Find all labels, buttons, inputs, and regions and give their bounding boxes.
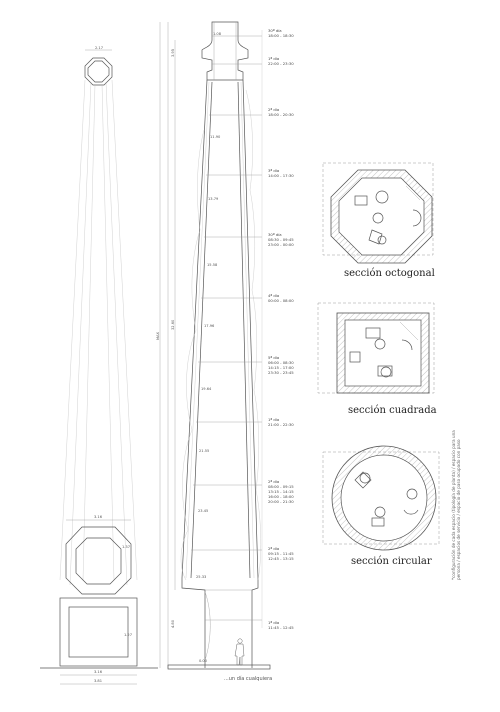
svg-text:08:30 - 09:45: 08:30 - 09:45 xyxy=(268,237,294,242)
tower-base-slab xyxy=(168,665,270,669)
svg-text:2ª día: 2ª día xyxy=(268,107,280,112)
svg-text:19.64: 19.64 xyxy=(201,387,212,391)
time-label xyxy=(268,56,294,66)
caption-octogonal: sección octogonal xyxy=(344,268,435,279)
svg-text:22:00 - 23:30: 22:00 - 23:30 xyxy=(268,61,294,66)
caption-circular: sección circular xyxy=(351,556,432,567)
svg-text:1ª día: 1ª día xyxy=(268,417,280,422)
time-label xyxy=(268,417,294,427)
time-label xyxy=(268,293,294,303)
svg-text:3ª día: 3ª día xyxy=(268,168,280,173)
svg-text:14:15 - 17:00: 14:15 - 17:00 xyxy=(268,365,294,370)
person-figure xyxy=(235,639,244,665)
svg-text:20:00 - 21:30: 20:00 - 21:30 xyxy=(268,499,294,504)
svg-text:2.17: 2.17 xyxy=(95,46,104,50)
top-octagon-inner xyxy=(88,61,109,82)
svg-text:0.00: 0.00 xyxy=(199,659,208,663)
bottom-octagon-inner xyxy=(76,538,121,584)
svg-text:12:45 - 13:15: 12:45 - 13:15 xyxy=(268,556,294,561)
svg-text:13:15 - 14:15: 13:15 - 14:15 xyxy=(268,489,294,494)
time-label xyxy=(268,232,294,247)
svg-text:18:00 - 18:30: 18:00 - 18:30 xyxy=(268,33,294,38)
svg-text:1ª día: 1ª día xyxy=(268,620,280,625)
svg-text:15.58: 15.58 xyxy=(207,263,218,267)
svg-text:11:45 - 12:45: 11:45 - 12:45 xyxy=(268,625,294,630)
svg-text:21.55: 21.55 xyxy=(199,449,210,453)
time-label xyxy=(268,28,294,38)
svg-text:23.45: 23.45 xyxy=(198,509,209,513)
svg-text:2ª día: 2ª día xyxy=(268,479,280,484)
tower-time-labels xyxy=(268,28,294,630)
square-base-inner xyxy=(69,607,128,657)
time-label xyxy=(268,546,294,561)
svg-text:23:30 - 23:45: 23:30 - 23:45 xyxy=(268,370,294,375)
svg-text:4ª día: 4ª día xyxy=(268,293,280,298)
svg-text:3.16: 3.16 xyxy=(94,670,103,674)
tower-section xyxy=(156,22,270,669)
svg-text:13.79: 13.79 xyxy=(208,197,219,201)
top-octagon-outer xyxy=(85,58,112,85)
svg-text:14:00 - 17:30: 14:00 - 17:30 xyxy=(268,173,294,178)
svg-text:1.37: 1.37 xyxy=(122,545,131,549)
tower-cap xyxy=(202,22,248,80)
svg-text:32.60: 32.60 xyxy=(171,319,175,330)
svg-text:11.90: 11.90 xyxy=(210,135,221,139)
svg-text:3.95: 3.95 xyxy=(171,48,175,57)
svg-text:30ª día: 30ª día xyxy=(268,232,282,237)
side-note: *configuración de cada espacio (tipología de planta) / espacio para una persona / espacios de servicio / espacio de paso ocupado con paso xyxy=(451,430,461,580)
time-label xyxy=(268,620,294,630)
svg-text:23:00 - 00:00: 23:00 - 00:00 xyxy=(268,242,294,247)
svg-text:1.27: 1.27 xyxy=(124,633,133,637)
svg-text:16:00 - 18:00: 16:00 - 18:00 xyxy=(268,494,294,499)
caption-cuadrada: sección cuadrada xyxy=(348,405,437,416)
circular-plan xyxy=(323,446,439,550)
time-label xyxy=(268,479,294,504)
octagonal-plan xyxy=(323,163,433,263)
svg-text:08:00 - 09:15: 08:00 - 09:15 xyxy=(268,484,294,489)
svg-text:25.33: 25.33 xyxy=(196,575,207,579)
svg-text:30ª día: 30ª día xyxy=(268,28,282,33)
left-elevation xyxy=(40,46,158,684)
svg-text:1.08: 1.08 xyxy=(213,32,222,36)
svg-text:2ª día: 2ª día xyxy=(268,546,280,551)
svg-text:1ª día: 1ª día xyxy=(268,56,280,61)
svg-text:00:00 - 08:00: 00:00 - 08:00 xyxy=(268,298,294,303)
svg-text:4.80: 4.80 xyxy=(171,619,175,628)
svg-text:3.16: 3.16 xyxy=(94,515,103,519)
svg-text:09:15 - 11:45: 09:15 - 11:45 xyxy=(268,551,294,556)
time-label xyxy=(268,168,294,178)
square-base-outer xyxy=(60,598,137,666)
square-plan xyxy=(318,303,434,393)
svg-text:21:00 - 22:30: 21:00 - 22:30 xyxy=(268,422,294,427)
time-label xyxy=(268,107,294,117)
svg-text:5ª día: 5ª día xyxy=(268,355,280,360)
svg-text:17.96: 17.96 xyxy=(204,324,215,328)
svg-text:3.81: 3.81 xyxy=(94,679,103,683)
time-label xyxy=(268,355,294,375)
bottom-caption: ...un día cualquiera xyxy=(224,676,273,682)
svg-text:MAX: MAX xyxy=(156,331,160,340)
svg-text:18:00 - 20:30: 18:00 - 20:30 xyxy=(268,112,294,117)
svg-text:06:00 - 08:30: 06:00 - 08:30 xyxy=(268,360,294,365)
